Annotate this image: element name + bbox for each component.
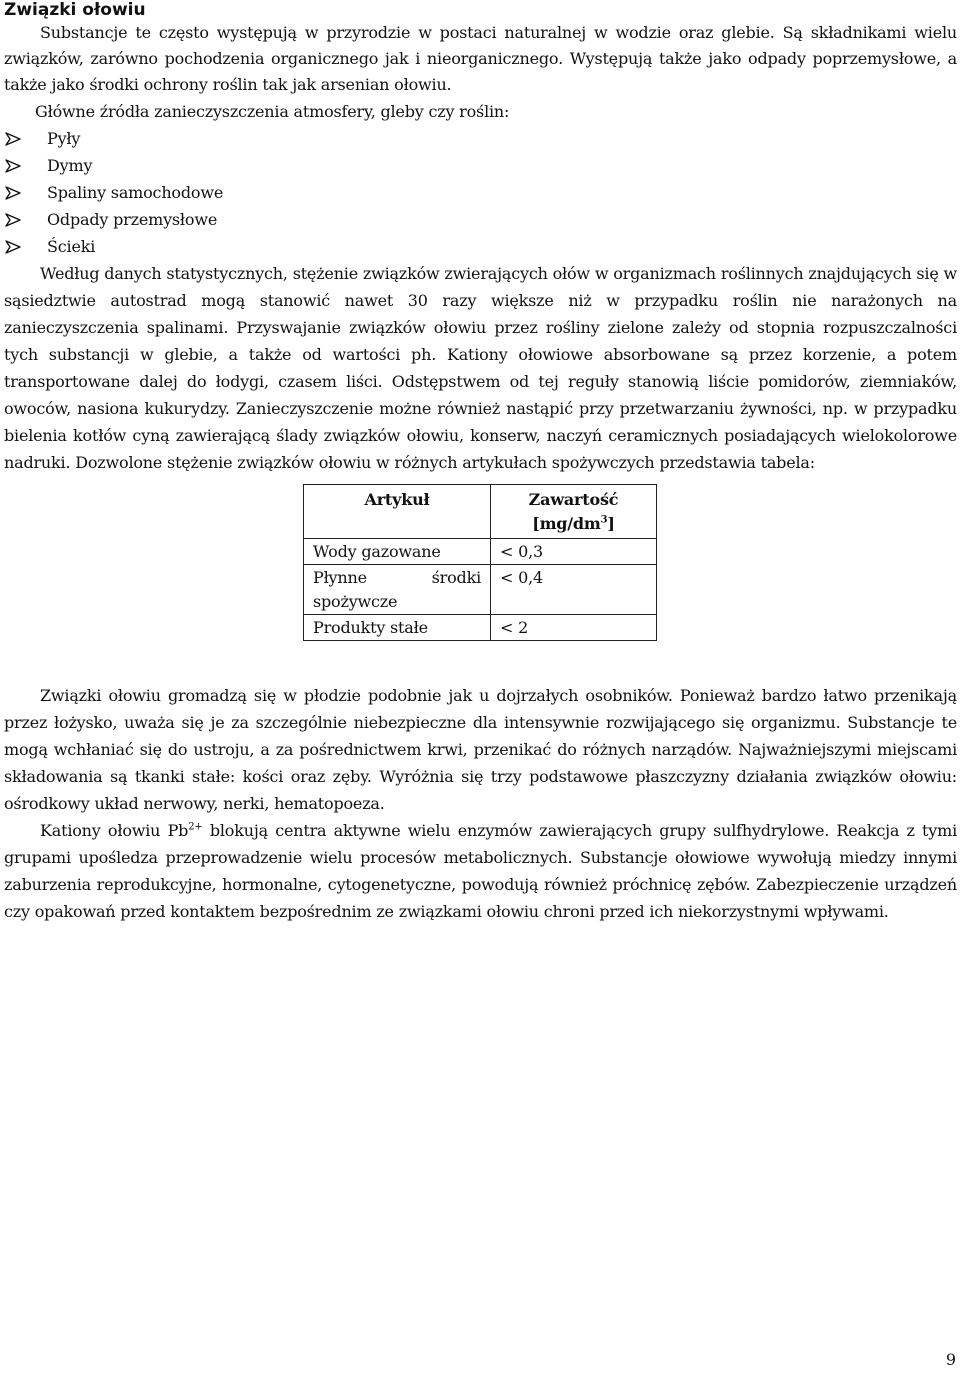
list-item bbox=[4, 206, 957, 233]
table-cell-value: < 2 bbox=[491, 615, 657, 641]
arrow-bullet-icon bbox=[5, 240, 21, 254]
table-cell-article: Płynne środki spożywcze bbox=[304, 565, 491, 615]
lead-content-table-container bbox=[303, 484, 957, 641]
list-item bbox=[4, 179, 957, 206]
header-content-unit-pre: [mg/dm bbox=[532, 514, 601, 533]
statistics-paragraph: Według danych statystycznych, stężenie związków zwierających ołów w organizmach roślinnych znajdujących się w sąsiedztwie autostrad mogą stanowić nawet 30 razy większe niż w przypadku roślin nie narażonych na zanieczyszczenia spalinami. Przyswajanie związków ołowiu przez rośliny zielone zależy od stopnia rozpuszczalności tych substancji w glebie, a także od wartości ph. Kationy ołowiowe absorbowane są przez korzenie, a potem transportowane dalej do łodygi, czasem liści. Odstępstwem od tej reguły stanowią liście pomidorów, ziemniaków, owoców, nasiona kukurydzy. Zanieczyszczenie możne również nastąpić przy przetwarzaniu żywności, np. w przypadku bielenia kotłów cyną zawierającą ślady związków ołowiu, konserw, naczyń ceramicznych posiadających wielokolorowe nadruki. Dozwolone stężenie związków ołowiu w różnych artykułach spożywczych przedstawia tabela: bbox=[4, 264, 957, 472]
header-content bbox=[491, 485, 657, 539]
sources-list bbox=[4, 125, 957, 260]
table-row bbox=[304, 539, 657, 565]
table-cell-value: < 0,3 bbox=[491, 539, 657, 565]
table-cell-value: < 0,4 bbox=[491, 565, 657, 615]
arrow-bullet-icon bbox=[5, 186, 21, 200]
arrow-bullet-icon bbox=[5, 132, 21, 146]
cations-charge-sup: 2+ bbox=[188, 821, 203, 833]
table-cell-article: Produkty stałe bbox=[304, 615, 491, 641]
table-cell-article: Wody gazowane bbox=[304, 539, 491, 565]
sources-lead: Główne źródła zanieczyszczenia atmosfery, gleby czy roślin: bbox=[35, 102, 510, 121]
cations-text-pre: Kationy ołowiu Pb bbox=[40, 821, 189, 840]
fetus-paragraph: Związki ołowiu gromadzą się w płodzie podobnie jak u dojrzałych osobników. Ponieważ bardzo łatwo przenikają przez łożysko, uważa się je za szczególnie niebezpieczne dla intensywnie rozwijającego się organizmu. Substancje te mogą wchłaniać się do ustroju, a za pośrednictwem krwi, przenikać do różnych narządów. Najważniejszymi miejscami składowania są tkanki stałe: kości oraz zęby. Wyróżnia się trzy podstawowe płaszczyzny działania związków ołowiu: ośrodkowy układ nerwowy, nerki, hematopoeza. bbox=[4, 686, 957, 813]
section-heading: Związki ołowiu bbox=[4, 0, 146, 20]
list-item bbox=[4, 152, 957, 179]
list-item-label: Spaliny samochodowe bbox=[47, 183, 224, 202]
list-item bbox=[4, 125, 957, 152]
table-row bbox=[304, 615, 657, 641]
cations-paragraph bbox=[4, 817, 957, 925]
header-content-unit-post: ] bbox=[607, 514, 615, 533]
document-page bbox=[4, 0, 957, 925]
header-content-unit-sup: 3 bbox=[600, 514, 608, 526]
table-row bbox=[304, 565, 657, 615]
list-item-label: Ścieki bbox=[47, 237, 96, 256]
list-item-label: Odpady przemysłowe bbox=[47, 210, 218, 229]
cations-text-post: blokują centra aktywne wielu enzymów zawierających grupy sulfhydrylowe. Reakcja z tymi grupami upośledza przeprowadzenie wielu procesów metabolicznych. Substancje ołowiowe wywołują miedzy innymi zaburzenia reprodukcyjne, hormonalne, cytogenetyczne, powodują również próchnicę zębów. Zabezpieczenie urządzeń czy opakowań przed kontaktem bezpośrednim ze związkami ołowiu chroni przed ich niekorzystnymi wpływami. bbox=[4, 821, 957, 921]
table-header-row bbox=[304, 485, 657, 539]
list-item bbox=[4, 233, 957, 260]
arrow-bullet-icon bbox=[5, 159, 21, 173]
list-item-label: Dymy bbox=[47, 156, 93, 175]
header-content-line1: Zawartość bbox=[528, 490, 619, 509]
header-article: Artykuł bbox=[304, 485, 491, 539]
lead-content-table bbox=[303, 484, 657, 641]
list-item-label: Pyły bbox=[47, 129, 81, 148]
page-number: 9 bbox=[945, 1350, 956, 1369]
intro-paragraph: Substancje te często występują w przyrodzie w postaci naturalnej w wodzie oraz glebie. Są składnikami wielu związków, zarówno pochodzenia organicznego jak i nieorganicznego. Występują także jako odpady poprzemysłowe, a także jako środki ochrony roślin tak jak arsenian ołowiu. bbox=[4, 23, 957, 94]
arrow-bullet-icon bbox=[5, 213, 21, 227]
